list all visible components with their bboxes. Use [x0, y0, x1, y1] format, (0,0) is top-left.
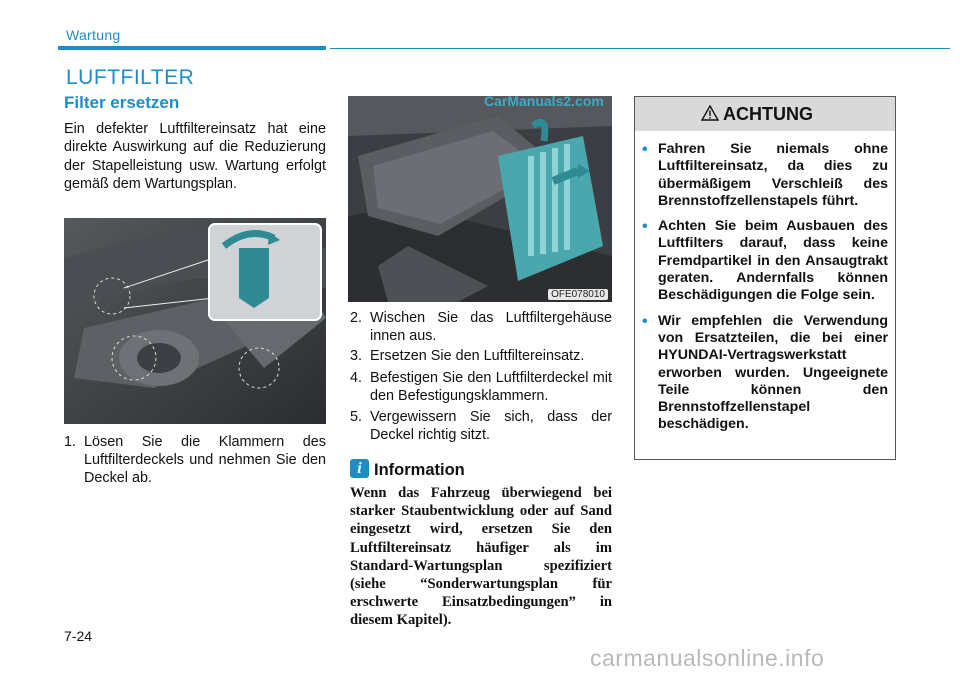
step-5 — [350, 408, 612, 444]
step-text: Vergewissern Sie sich, dass der Deckel richtig sitzt. — [370, 409, 612, 443]
warning-item-text: Achten Sie beim Ausbauen des Luftfilters darauf, dass keine Fremdpartikel in den Ansaugtrakt geraten. Andernfalls können Beschädigungen die Folge sein. — [658, 218, 888, 304]
warning-item — [642, 218, 888, 304]
warning-item — [642, 141, 888, 210]
warning-triangle-icon — [701, 105, 719, 121]
intro-paragraph: Ein defekter Luftfiltereinsatz hat eine direkte Auswirkung auf die Reduzierung der Stapelleistung usw. Wartung erfolgt gemäß dem Wartungsplan. — [64, 121, 326, 193]
step-2 — [350, 309, 612, 345]
information-icon: i — [350, 459, 369, 478]
header-rule-thick — [58, 46, 326, 50]
step-text: Wischen Sie das Luftfiltergehäuse innen aus. — [370, 310, 612, 344]
bullet-icon: • — [642, 141, 648, 158]
footer-watermark: carmanualsonline.info — [590, 645, 825, 671]
step-text: Lösen Sie die Klammern des Luftfilterdeckels und nehmen Sie den Deckel ab. — [84, 434, 326, 486]
step-number: 5. — [350, 409, 363, 425]
page-number: 7-24 — [64, 628, 93, 644]
information-title: Information — [374, 461, 465, 479]
warning-title: ACHTUNG — [723, 104, 813, 124]
figure-code: OFE078010 — [548, 289, 608, 300]
step-4 — [350, 369, 612, 405]
warning-list — [642, 141, 888, 442]
step-number: 2. — [350, 310, 363, 326]
engine-bay-illustration — [64, 218, 326, 424]
warning-item-text: Wir empfehlen die Verwendung von Ersatzteilen, die bei einer HYUNDAI-Vertragswerkstatt erworben wurden. Ungeeignete Teile können den Brennstoffzellenstapel beschädigen. — [658, 312, 888, 433]
step-number: 3. — [350, 348, 363, 364]
site-watermark: CarManuals2.com — [484, 93, 604, 109]
warning-box — [634, 96, 896, 460]
step-text: Ersetzen Sie den Luftfiltereinsatz. — [370, 348, 585, 364]
warning-item-text: Fahren Sie niemals ohne Luftfiltereinsatz, da dies zu übermäßigem Verschleiß des Brennstoffzellenstapels führt. — [658, 141, 888, 209]
engine-bay-figure-1 — [64, 218, 326, 424]
warning-item — [642, 313, 888, 434]
bullet-icon: • — [642, 312, 648, 330]
step-number: 1. — [64, 434, 77, 450]
header-rule-thin — [330, 48, 950, 49]
step-1 — [64, 433, 326, 487]
bullet-icon: • — [642, 218, 648, 236]
step-text: Befestigen Sie den Luftfilterdeckel mit den Befestigungsklammern. — [370, 370, 612, 404]
step-number: 4. — [350, 370, 363, 386]
information-text: Wenn das Fahrzeug überwiegend bei starker Staubentwicklung oder auf Sand eingesetzt wird, ersetzen Sie den Luftfiltereinsatz häufiger als im Standard-Wartungsplan spezifiziert (siehe “Sonderwartungsplan für erschwerte Einsatzbedingungen” in diesem Kapitel). — [350, 485, 612, 629]
subsection-heading: Filter ersetzen — [64, 93, 180, 112]
step-3 — [350, 347, 612, 365]
section-label: Wartung — [66, 27, 121, 43]
air-filter-illustration — [348, 96, 612, 302]
page-title: LUFTFILTER — [66, 66, 195, 89]
engine-bay-figure-2 — [348, 96, 612, 302]
warning-header — [635, 97, 895, 131]
